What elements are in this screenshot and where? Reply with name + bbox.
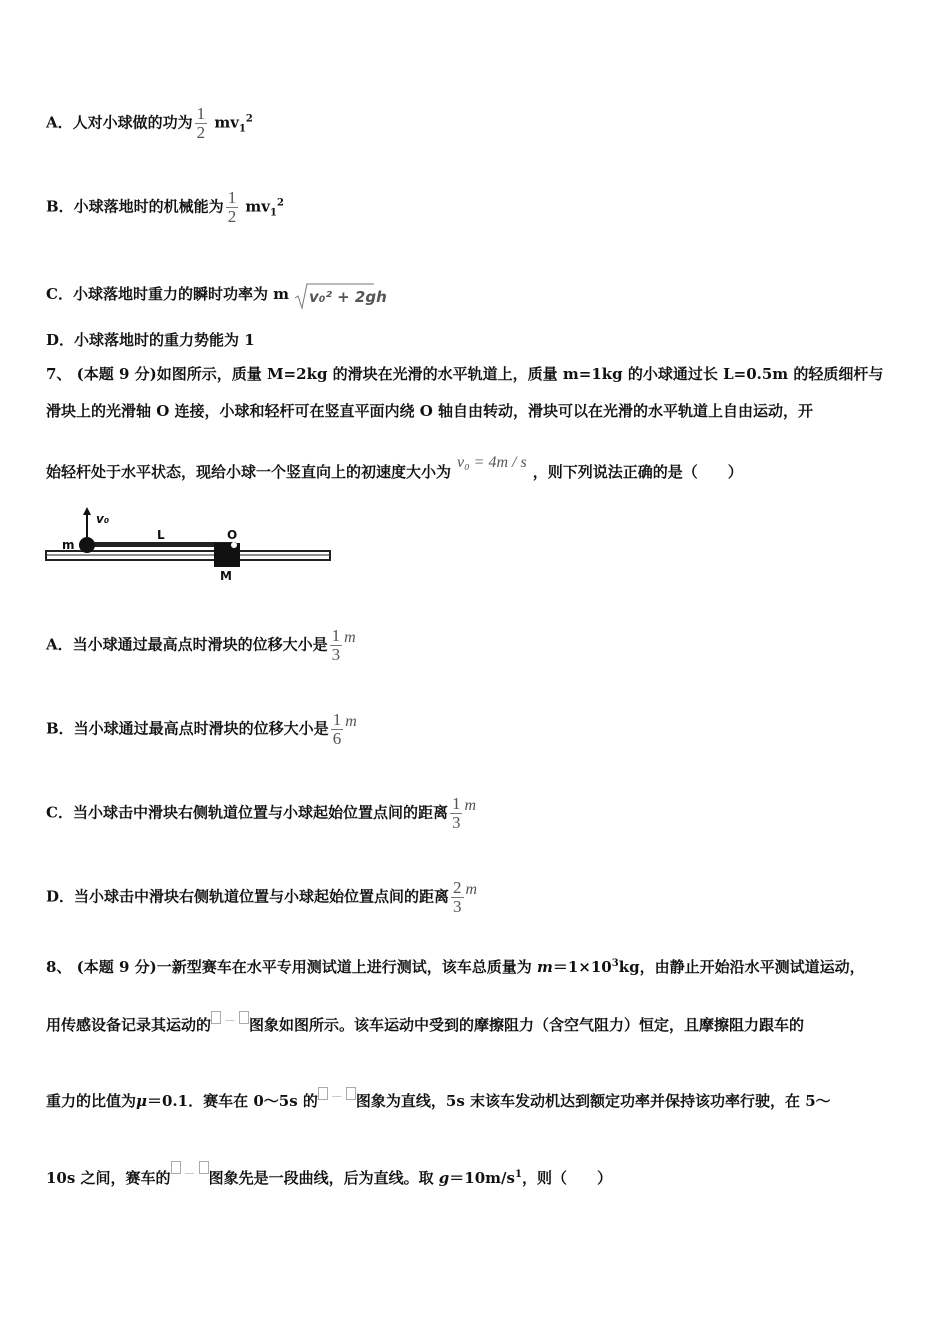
q7-stem-line2: 滑块上的光滑轴 O 连接，小球和轻杆可在竖直平面内绕 O 轴自由转动，滑块可以在光滑的水平轨道上自由运动，开 bbox=[46, 402, 814, 420]
ball-m bbox=[79, 537, 95, 553]
q8-stem-line1: 8、 (本题 9 分)一新型赛车在水平专用测试道上进行测试，该车总质量为 $m=1\times 10^3kg$，由静止开始沿水平测试道运动， bbox=[46, 958, 865, 976]
q8-stem-line4: 10s 之间，赛车的 － 图象先是一段曲线，后为直线。取 $g=10m/s^1$，则（ ） bbox=[46, 1165, 612, 1189]
q7-option-d: D．当小球击中滑块右侧轨道位置与小球起始位置点间的距离 $\frac{2}{3}$ m bbox=[46, 878, 478, 916]
q7-stem-line1: 7、 (本题 9 分)如图所示，质量 M=2kg 的滑块在光滑的水平轨道上，质量 m=1kg 的小球通过长 L=0.5m 的轻质细杆与 bbox=[46, 365, 884, 383]
fraction: $\frac{1}{2}$ bbox=[196, 104, 206, 142]
missing-glyph-icon bbox=[318, 1087, 328, 1100]
q7-option-a: A．当小球通过最高点时滑块的位移大小是 $\frac{1}{3}$ m bbox=[46, 626, 356, 664]
label-L: L bbox=[157, 528, 165, 542]
q7-stem-line3: 始轻杆处于水平状态，现给小球一个竖直向上的初速度大小为v₀ = 4m / s，则下列说法正确的是（ ） bbox=[46, 454, 743, 481]
label-O: O bbox=[227, 528, 238, 542]
arrow-head-icon bbox=[83, 507, 91, 515]
q6-option-d: D．小球落地时的重力势能为 1 bbox=[46, 331, 255, 349]
missing-glyph-icon bbox=[199, 1161, 209, 1174]
missing-glyph-icon bbox=[211, 1011, 221, 1024]
q6-option-a: A．人对小球做的功为 $\frac{1}{2}$ $mv_1^2$ bbox=[46, 104, 253, 142]
q7-figure bbox=[44, 505, 334, 585]
fraction: $\frac{1}{3}$ bbox=[451, 794, 461, 832]
fraction: $\frac{1}{6}$ bbox=[332, 710, 342, 748]
label-v0: v₀ bbox=[96, 512, 110, 526]
q7-option-b: B．当小球通过最高点时滑块的位移大小是 $\frac{1}{6}$ m bbox=[46, 710, 357, 748]
q6-option-b: B．小球落地时的机械能为 $\frac{1}{2}$ $mv_1^2$ bbox=[46, 188, 284, 226]
missing-glyph-icon bbox=[346, 1087, 356, 1100]
fraction: $\frac{1}{3}$ bbox=[331, 626, 341, 664]
rod bbox=[86, 542, 236, 547]
svg-text:v₀² + 2gh: v₀² + 2gh bbox=[309, 288, 388, 306]
label-m: m bbox=[62, 538, 75, 552]
sqrt-sign-icon bbox=[294, 280, 388, 310]
sqrt-expression bbox=[294, 280, 388, 310]
missing-glyph-icon bbox=[239, 1011, 249, 1024]
axle-O bbox=[231, 542, 237, 548]
q8-stem-line3: 重力的比值为μ＝0.1．赛车在 0～5s 的 － 图象为直线，5s 末该车发动机达到额定功率并保持该功率行驶，在 5～ bbox=[46, 1091, 831, 1112]
label-M: M bbox=[220, 569, 232, 583]
fraction: $\frac{2}{3}$ bbox=[453, 878, 462, 916]
q8-stem-line2: 用传感设备记录其运动的 － 图象如图所示。该车运动中受到的摩擦阻力（含空气阻力）恒定，且摩擦阻力跟车的 bbox=[46, 1015, 804, 1036]
missing-glyph-icon bbox=[171, 1161, 181, 1174]
q7-option-c: C．当小球击中滑块右侧轨道位置与小球起始位置点间的距离 $\frac{1}{3}$ m bbox=[46, 794, 477, 832]
fraction: $\frac{1}{2}$ bbox=[227, 188, 237, 226]
q6-option-c: C．小球落地时重力的瞬时功率为 m v₀² + 2gh bbox=[46, 280, 376, 310]
